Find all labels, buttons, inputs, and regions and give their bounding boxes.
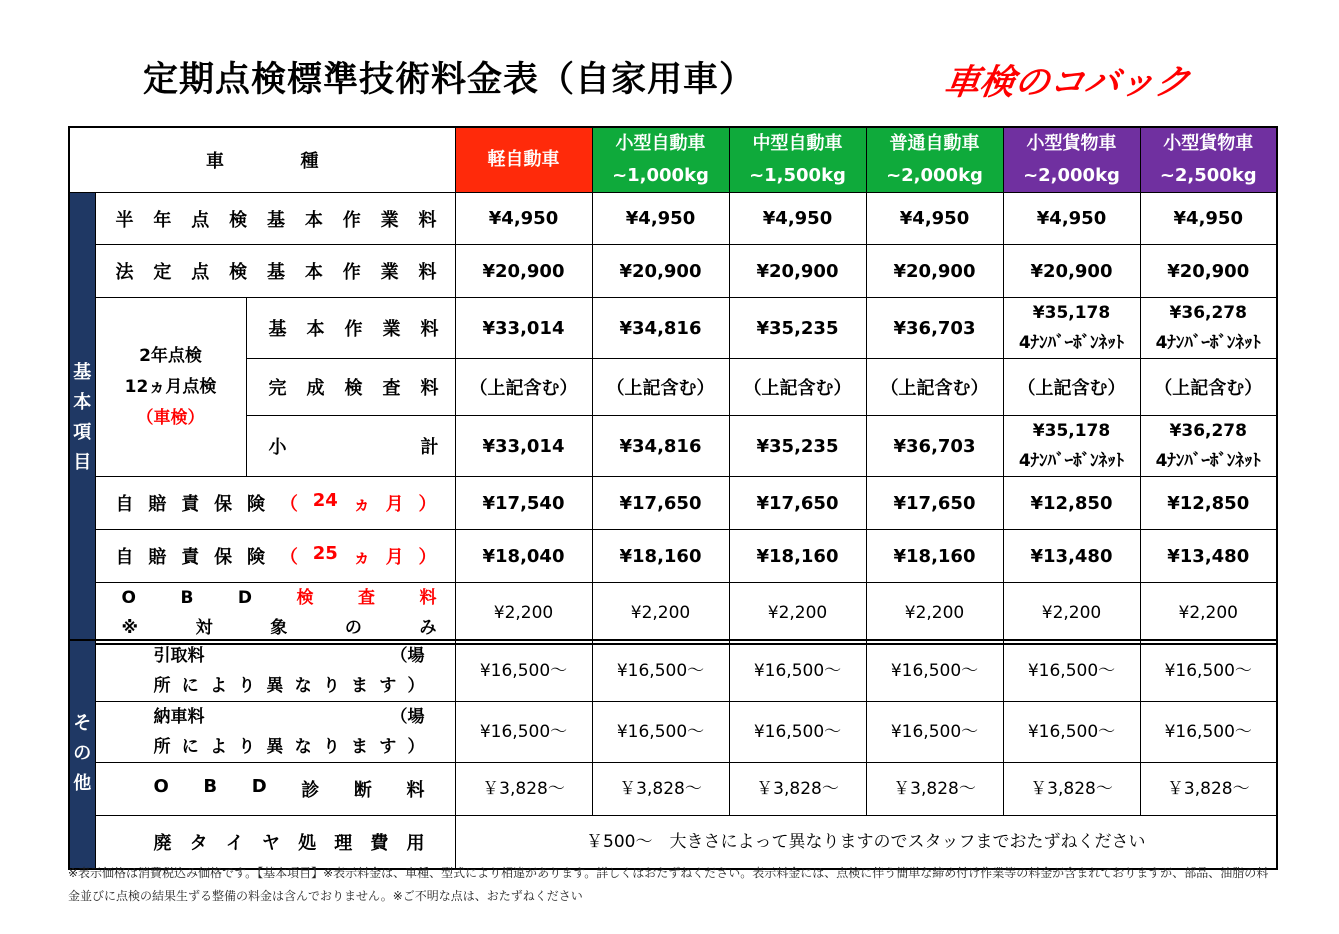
- label-char: 責: [181, 547, 200, 568]
- price-cell: ¥4,950: [866, 193, 1003, 245]
- price-cell: ¥18,160: [592, 530, 729, 583]
- price-cell: ¥2,200: [1140, 583, 1277, 645]
- label-char: 用: [406, 832, 425, 854]
- label-char: 業: [380, 209, 399, 231]
- label-spread: [96, 490, 455, 516]
- label-char: 業: [380, 262, 399, 283]
- row-pickup: [69, 640, 1277, 702]
- row-label: [95, 245, 455, 298]
- two-year-label: [95, 298, 246, 477]
- price-cell: ¥16,500～: [1003, 640, 1140, 702]
- price-cell: ¥20,900: [1140, 245, 1277, 298]
- label-char: み: [419, 618, 437, 638]
- col-name: 普通自動車: [889, 133, 980, 154]
- row-delivery: [69, 702, 1277, 763]
- label-char: 基: [268, 319, 287, 340]
- label-char: 費: [370, 832, 389, 854]
- label-char: 本: [306, 319, 325, 340]
- price-cell: [1140, 298, 1277, 359]
- label-char: 対: [195, 618, 213, 638]
- col-name: 中型自動車: [752, 133, 843, 154]
- label-char: 料: [418, 262, 437, 283]
- price-cell: ¥18,040: [455, 530, 592, 583]
- label-char: 料: [420, 378, 439, 399]
- price-cell: ¥16,500～: [1140, 702, 1277, 763]
- row-two-year-subtotal: [69, 416, 1277, 477]
- price-cell: ¥16,500～: [729, 640, 866, 702]
- label-char: 小: [268, 437, 287, 458]
- price-cell: ¥20,900: [592, 245, 729, 298]
- price-cell: ¥13,480: [1140, 530, 1277, 583]
- label-char: ま: [351, 676, 369, 696]
- label-text: （場: [390, 707, 425, 727]
- label-char: 本: [304, 262, 323, 283]
- label-char: 査: [382, 378, 401, 399]
- price-cell: ¥16,500～: [455, 640, 592, 702]
- row-obd-inspect: [69, 583, 1277, 645]
- price-cell: ¥36,703: [866, 416, 1003, 477]
- label-char: 料: [420, 319, 439, 340]
- price-note: 4ﾅﾝﾊﾞｰﾎﾞﾝﾈｯﾄ: [1155, 333, 1261, 353]
- label-char: 異: [266, 676, 284, 696]
- label-char: B: [180, 588, 194, 608]
- label-char: 料: [419, 588, 437, 608]
- page-title: 定期点検標準技術料金表（自家用車）: [143, 60, 756, 100]
- label-text: 引取料: [153, 646, 205, 666]
- price-cell: ¥2,200: [592, 583, 729, 645]
- label-two-line: [96, 702, 455, 762]
- label-char: 検: [344, 378, 363, 399]
- price-cell: ￥3,828～: [1140, 763, 1277, 816]
- label-char: 理: [334, 832, 353, 854]
- label-char: 険: [247, 547, 265, 568]
- two-year-line2: 12ヵ月点検: [124, 376, 217, 397]
- label-line2: [154, 671, 425, 701]
- section-basic-text: 基本項目: [73, 362, 92, 473]
- price-cell: [1003, 416, 1140, 477]
- row-obd-diagnosis: [69, 763, 1277, 816]
- row-label: [95, 477, 455, 530]
- label-char: 保: [214, 547, 233, 568]
- row-jibaiseki-24: [69, 477, 1277, 530]
- label-char: 点: [191, 262, 210, 283]
- label-spread: [96, 829, 455, 855]
- row-two-year-base: [69, 298, 1277, 359]
- price-cell: ¥2,200: [729, 583, 866, 645]
- price-cell: ¥4,950: [592, 193, 729, 245]
- label-char: ヤ: [261, 832, 280, 854]
- price-cell: ¥4,950: [1003, 193, 1140, 245]
- label-line1: [122, 583, 437, 613]
- label-char: 異: [266, 737, 284, 757]
- price-cell: ¥16,500～: [729, 702, 866, 763]
- footnote: ※表示価格は消費税込み価格です。【基本項目】※表示料金は、車種、型式により相違があります。詳しくはおたずねください。表示料金には、点検に伴う簡単な締め付け作業等の料金が含まれておりますが、部品、油脂の料金並びに点検の結果生ずる整備の料金は含んでおりません。※ご不明な点は、おたずねください: [68, 866, 1269, 903]
- price-value: ¥36,278: [1169, 421, 1247, 441]
- label-char: ）: [407, 737, 425, 757]
- price-cell: [1140, 416, 1277, 477]
- price-cell: （上記含む）: [592, 359, 729, 416]
- label-char: 業: [382, 319, 401, 340]
- price-cell: ¥35,235: [729, 416, 866, 477]
- price-cell: ¥20,900: [455, 245, 592, 298]
- price-cell: ¥17,650: [592, 477, 729, 530]
- label-text: 納車料: [153, 707, 205, 727]
- price-cell: [1003, 298, 1140, 359]
- vehicle-type-header: [69, 127, 455, 193]
- other-price-table: [68, 639, 1278, 870]
- price-cell: ¥20,900: [866, 245, 1003, 298]
- label-char: 査: [357, 588, 375, 608]
- label-line1: [154, 702, 425, 732]
- col-name: 小型貨物車: [1026, 133, 1117, 154]
- price-cell: ¥17,540: [455, 477, 592, 530]
- label-char: 診: [301, 780, 320, 801]
- section-other-label: [69, 640, 95, 869]
- price-cell: （上記含む）: [729, 359, 866, 416]
- label-char: 処: [298, 832, 317, 854]
- label-char: 24: [312, 490, 338, 511]
- label-char: す: [379, 676, 397, 696]
- label-char: 検: [229, 209, 248, 231]
- label-char: 検: [296, 588, 314, 608]
- row-tire-disposal: [69, 816, 1277, 869]
- label-char: 作: [344, 319, 363, 340]
- price-cell: ¥4,950: [1140, 193, 1277, 245]
- label-char: （: [279, 494, 298, 515]
- col-name: 小型自動車: [615, 133, 706, 154]
- price-cell: ¥2,200: [866, 583, 1003, 645]
- price-cell: ￥3,828～: [866, 763, 1003, 816]
- label-char: り: [238, 737, 256, 757]
- label-char: 本: [304, 209, 323, 231]
- label-char: ）: [407, 676, 425, 696]
- price-cell: ¥16,500～: [866, 702, 1003, 763]
- price-cell: （上記含む）: [455, 359, 592, 416]
- price-cell: ￥3,828～: [592, 763, 729, 816]
- price-cell: ¥12,850: [1003, 477, 1140, 530]
- label-line1: [154, 641, 425, 671]
- col-header-standard: [866, 127, 1003, 193]
- price-value: ¥36,278: [1169, 303, 1247, 323]
- label-spread: [96, 206, 455, 232]
- label-char: に: [181, 676, 199, 696]
- price-cell: ¥16,500～: [1140, 640, 1277, 702]
- label-char: ヵ: [352, 547, 371, 568]
- price-cell: ¥4,950: [729, 193, 866, 245]
- label-char: ）: [418, 547, 437, 568]
- price-cell: ¥33,014: [455, 416, 592, 477]
- label-char: な: [294, 737, 312, 757]
- label-char: り: [322, 676, 340, 696]
- price-cell: ¥16,500～: [1003, 702, 1140, 763]
- label-char: O: [153, 776, 169, 797]
- price-cell: ¥16,500～: [455, 702, 592, 763]
- label-char: 完: [268, 378, 287, 399]
- price-cell: ¥33,014: [455, 298, 592, 359]
- label-char: ）: [418, 494, 437, 515]
- price-cell: ￥3,828～: [1003, 763, 1140, 816]
- price-cell: ¥18,160: [729, 530, 866, 583]
- col-weight: ~1,000kg: [612, 165, 709, 186]
- price-cell: （上記含む）: [1140, 359, 1277, 416]
- price-cell: ¥35,235: [729, 298, 866, 359]
- label-spread: [247, 433, 455, 459]
- label-char: 断: [353, 780, 372, 801]
- label-char: 廃: [153, 832, 172, 854]
- price-cell: ¥17,650: [729, 477, 866, 530]
- row-label: [95, 702, 455, 763]
- label-spread: [247, 315, 455, 341]
- label-char: ※: [121, 618, 139, 638]
- row-label: [246, 359, 455, 416]
- label-spread: [96, 776, 455, 802]
- label-char: 年: [153, 209, 172, 231]
- section-basic-label: [69, 193, 95, 645]
- label-char: 作: [342, 262, 361, 283]
- label-char: 料: [418, 209, 437, 231]
- col-weight: ~2,000kg: [886, 165, 983, 186]
- price-note: 4ﾅﾝﾊﾞｰﾎﾞﾝﾈｯﾄ: [1018, 451, 1125, 471]
- label-spread: [96, 543, 455, 569]
- label-spread: [96, 258, 455, 284]
- label-char: B: [203, 776, 218, 797]
- label-two-line: [96, 583, 455, 643]
- vehicle-type-a: 車: [205, 151, 224, 172]
- col-header-kei: [455, 127, 592, 193]
- price-cell: ¥20,900: [1003, 245, 1140, 298]
- row-label: [95, 193, 455, 245]
- header-row: [69, 127, 1277, 193]
- label-char: 自: [115, 494, 134, 515]
- price-cell: ¥16,500～: [592, 702, 729, 763]
- label-two-line: [96, 641, 455, 701]
- label-char: 点: [191, 209, 210, 231]
- basic-price-table: [68, 126, 1278, 645]
- two-year-line3: （車検）: [136, 407, 205, 428]
- label-char: 月: [385, 547, 404, 568]
- label-char: 計: [420, 437, 439, 458]
- row-label: [95, 583, 455, 645]
- label-char: な: [294, 676, 312, 696]
- label-char: 成: [306, 378, 325, 399]
- label-char: 法: [115, 262, 134, 283]
- label-char: 作: [342, 209, 361, 231]
- label-char: 責: [181, 494, 200, 515]
- label-char: の: [344, 618, 362, 638]
- label-char: り: [238, 676, 256, 696]
- label-char: す: [379, 737, 397, 757]
- brand-logo: 車検のコバック: [941, 63, 1193, 103]
- tire-disposal-note: ￥500～ 大きさによって異なりますのでスタッフまでおたずねください: [455, 816, 1277, 869]
- label-char: よ: [209, 737, 227, 757]
- price-note: 4ﾅﾝﾊﾞｰﾎﾞﾝﾈｯﾄ: [1018, 333, 1125, 353]
- col-weight: ~2,000kg: [1023, 165, 1120, 186]
- price-cell: ¥13,480: [1003, 530, 1140, 583]
- row-label: [246, 298, 455, 359]
- price-cell: ¥18,160: [866, 530, 1003, 583]
- label-char: 25: [312, 543, 338, 564]
- price-cell: ¥2,200: [1003, 583, 1140, 645]
- label-char: よ: [209, 676, 227, 696]
- label-char: タ: [189, 832, 208, 854]
- label-text: （場: [390, 646, 425, 666]
- price-cell: ¥2,200: [455, 583, 592, 645]
- row-label: [95, 763, 455, 816]
- label-char: り: [322, 737, 340, 757]
- label-char: 自: [115, 547, 134, 568]
- label-char: D: [237, 588, 253, 608]
- row-two-year-complete: [69, 359, 1277, 416]
- price-cell: ¥34,816: [592, 416, 729, 477]
- section-other-text: その他: [73, 713, 92, 795]
- label-char: 象: [270, 618, 288, 638]
- label-char: 検: [229, 262, 248, 283]
- two-year-line1: 2年点検: [139, 345, 202, 366]
- price-cell: ¥36,703: [866, 298, 1003, 359]
- price-cell: ¥34,816: [592, 298, 729, 359]
- price-cell: （上記含む）: [1003, 359, 1140, 416]
- label-char: 基: [267, 262, 285, 283]
- label-char: 保: [214, 494, 233, 515]
- col-name: 小型貨物車: [1163, 133, 1254, 154]
- label-char: 賠: [148, 547, 167, 568]
- price-cell: ￥3,828～: [729, 763, 866, 816]
- label-char: 定: [153, 262, 172, 283]
- label-char: （: [279, 547, 298, 568]
- col-header-cargo-2500: [1140, 127, 1277, 193]
- price-cell: ¥16,500～: [866, 640, 1003, 702]
- price-cell: ¥20,900: [729, 245, 866, 298]
- col-name: 軽自動車: [487, 149, 560, 170]
- label-spread: [247, 374, 455, 400]
- label-char: ヵ: [352, 494, 371, 515]
- row-label: [95, 530, 455, 583]
- label-char: 所: [153, 676, 171, 696]
- price-value: ¥35,178: [1032, 303, 1111, 323]
- col-weight: ~2,500kg: [1159, 165, 1257, 186]
- label-char: 険: [247, 494, 265, 515]
- row-label: [246, 416, 455, 477]
- row-jibaiseki-25: [69, 530, 1277, 583]
- col-header-small: [592, 127, 729, 193]
- label-char: 月: [385, 494, 404, 515]
- label-char: 料: [406, 780, 425, 801]
- row-label: [95, 816, 455, 869]
- row-half-year: [69, 193, 1277, 245]
- col-header-cargo-2000: [1003, 127, 1140, 193]
- price-cell: ¥17,650: [866, 477, 1003, 530]
- row-label: [95, 640, 455, 702]
- label-char: 半: [115, 209, 134, 231]
- label-char: ま: [351, 737, 369, 757]
- price-cell: ¥4,950: [455, 193, 592, 245]
- label-char: 賠: [148, 494, 167, 515]
- row-legal: [69, 245, 1277, 298]
- label-char: O: [121, 588, 136, 608]
- col-weight: ~1,500kg: [749, 165, 846, 186]
- vehicle-type-b: 種: [300, 151, 319, 172]
- price-value: ¥35,178: [1032, 421, 1111, 441]
- label-char: に: [181, 737, 199, 757]
- price-cell: ¥12,850: [1140, 477, 1277, 530]
- price-cell: ￥3,828～: [455, 763, 592, 816]
- col-header-medium: [729, 127, 866, 193]
- label-char: 所: [153, 737, 171, 757]
- label-char: イ: [225, 832, 244, 854]
- price-cell: ¥16,500～: [592, 640, 729, 702]
- label-char: 基: [267, 209, 285, 231]
- price-note: 4ﾅﾝﾊﾞｰﾎﾞﾝﾈｯﾄ: [1155, 451, 1261, 471]
- label-line2: [154, 732, 425, 762]
- label-char: D: [251, 776, 267, 797]
- price-cell: （上記含む）: [866, 359, 1003, 416]
